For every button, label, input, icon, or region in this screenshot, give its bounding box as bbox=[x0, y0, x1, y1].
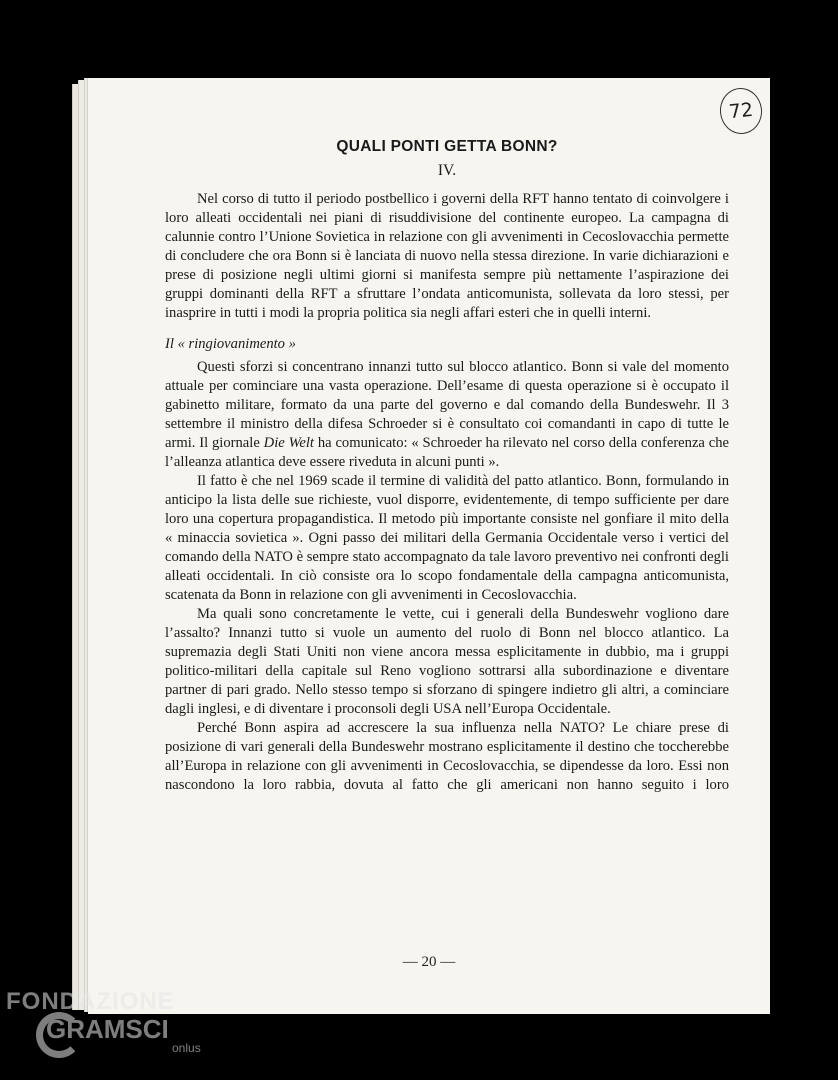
watermark-line-2: GRAMSCI bbox=[46, 1014, 169, 1044]
paragraph-2: Il fatto è che nel 1969 scade il termine di validità del patto atlantico. Bonn, formulando in anticipo la lista delle sue richieste, vuol disporre, evidentemente, di tempo sufficiente per dare loro una copertura propagandistica. Il metodo più importante consiste nel gonfiare il mito della « minaccia sovietica ». Ogni passo dei militari della Germania Occidentale verso i vertici del comando della NATO è sempre stato accompagnato da tale lavoro preventivo nei confronti degli alleati occidentali. In ciò consiste ora lo scopo fondamentale della campagna anticomunista, scatenata da Bonn in relazione con gli avvenimenti in Cecoslovacchia. bbox=[165, 473, 729, 603]
watermark-logo-icon bbox=[36, 1012, 82, 1058]
newspaper-name: Die Welt bbox=[263, 435, 314, 451]
document-page bbox=[88, 78, 770, 1014]
page-number-footer: — 20 — bbox=[402, 954, 456, 970]
paragraph-4: Perché Bonn aspira ad accrescere la sua influenza nella NATO? Le chiare prese di posizione di vari generali della Bundeswehr mostrano esplicitamente il destino che toccherebbe all’Europa in relazione con gli avvenimenti in Cecoslovacchia, se dipendesse da loro. Essi non nascondono la loro rabbia, dovuta al fatto che gli americani non hanno seguito i loro bbox=[165, 720, 729, 793]
watermark-line-3: onlus bbox=[172, 1041, 201, 1055]
handwritten-page-number bbox=[718, 86, 765, 136]
paragraph-1-text-a: Questi sforzi si concentrano innanzi tutto sul blocco atlantico. Bonn si vale del momento attuale per cominciare una vasta operazione. Dell’esame di questa operazione si è occupato il gabinetto militare, formato da una parte del governo e dal comando della Bundeswehr. Il 3 settembre il ministro della difesa Schroeder si è consultato coi comandanti in capo di tutte le armi. Il giornale bbox=[165, 359, 729, 451]
section-heading: Il « ringiovanimento » bbox=[165, 336, 296, 352]
article-title: QUALI PONTI GETTA BONN? bbox=[336, 138, 558, 155]
article-body bbox=[165, 138, 729, 795]
fondazione-gramsci-watermark bbox=[6, 988, 201, 1055]
watermark-line-1: FONDAZIONE bbox=[6, 988, 175, 1015]
article-part-number: IV. bbox=[437, 162, 457, 179]
paragraph-3: Ma quali sono concretamente le vette, cui i generali della Bundeswehr vogliono dare l’assalto? Innanzi tutto si vuole un aumento del ruolo di Bonn nel blocco atlantico. La supremazia degli Stati Uniti non viene ancora messa esplicitamente in dubbio, ma i gruppi politico-militari della capitale sul Reno vogliono sottrarsi alla subordinazione e diventare partner di pari grado. Nello stesso tempo si sforzano di spingere indietro gli altri, a cominciare dagli inglesi, e di diventare i proconsoli degli USA nell’Europa Occidentale. bbox=[165, 606, 729, 717]
paragraph-1 bbox=[165, 358, 729, 472]
paragraph-1-text-b: ha comunicato: « Schroeder ha rilevato nel corso della conferenza che l’alleanza atlantica deve essere riveduta in alcuni punti ». bbox=[165, 435, 729, 470]
paragraph-intro: Nel corso di tutto il periodo postbellico i governi della RFT hanno tentato di coinvolgere i loro alleati occidentali nei piani di risuddivisione del continente europeo. La campagna di calunnie contro l’Unione Sovietica in relazione con gli avvenimenti in Cecoslovacchia permette di concludere che ora Bonn si è lanciata di nuovo nella stessa direzione. In varie dichiarazioni e prese di posizione negli ultimi giorni si manifesta sempre più nettamente l’aspirazione dei gruppi dominanti della RFT a sfruttare l’ondata anticomunista, sollevata da loro stessi, per inasprire in tutti i modi la propria politica sia negli affari esteri che in quelli interni. bbox=[165, 191, 729, 321]
handwritten-page-number-text: 72 bbox=[727, 98, 755, 124]
